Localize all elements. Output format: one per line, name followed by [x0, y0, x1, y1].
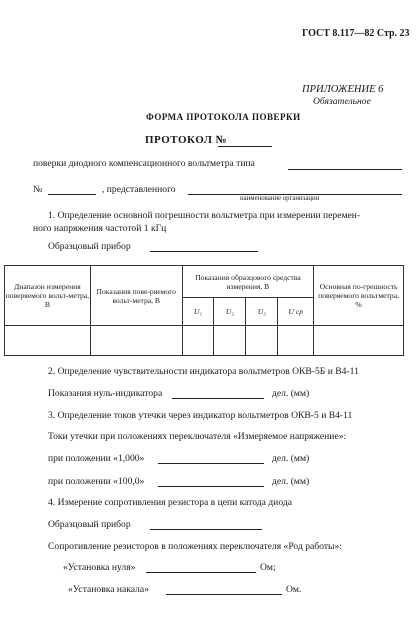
section4-heading: 4. Измерение сопротивления резистора в цепи катода диода: [48, 497, 292, 508]
voltmeter-type-field[interactable]: [288, 169, 402, 170]
verification-text: поверки диодного компенсационного вольтметра типа: [33, 158, 255, 169]
heat-setting-unit: Ом.: [286, 584, 302, 595]
col-range-header: Диапазон измерения поверяемого вольт-метра, В: [5, 266, 91, 326]
section2-heading: 2. Определение чувствительности индикатора вольтметров ОКВ-5Б и В4-11: [48, 366, 359, 377]
section1-heading-2: ного напряжения частотой 1 кГц: [33, 223, 167, 234]
organization-caption: наименование организации: [240, 195, 320, 202]
position2-unit: дел. (мм): [272, 476, 310, 487]
calibration-table: [4, 265, 404, 356]
col-readings-header: Показания пове-ряемого вольт-метра, В: [90, 266, 182, 326]
table-cell[interactable]: [314, 326, 404, 356]
table-row: [5, 326, 404, 356]
zero-setting-field[interactable]: [146, 572, 256, 573]
zero-setting-label: «Установка нуля»: [63, 562, 136, 573]
number-prefix: №: [33, 184, 43, 195]
null-indicator-unit: дел. (мм): [272, 388, 310, 399]
sub-u3-header: U₃: [246, 298, 278, 326]
position2-field[interactable]: [158, 486, 264, 487]
resistors-label: Сопротивление резисторов в положениях переключателя «Род работы»:: [48, 541, 342, 552]
table-cell[interactable]: [5, 326, 91, 356]
sub-u2-header: U₂: [214, 298, 246, 326]
col-error-header: Основная по-грешность поверяемого вольтметра, %: [314, 266, 404, 326]
position1-unit: дел. (мм): [272, 453, 310, 464]
heat-setting-label: «Установка накала»: [68, 584, 149, 595]
table-cell[interactable]: [214, 326, 246, 356]
table-cell[interactable]: [90, 326, 182, 356]
heat-setting-field[interactable]: [166, 594, 282, 595]
gost-header: ГОСТ 8.117—82 Стр. 23: [302, 28, 410, 39]
presented-text: , представленного: [102, 184, 176, 195]
section3-heading: 3. Определение токов утечки через индикатор вольтметров ОКВ-5 и В4-11: [48, 410, 353, 421]
appendix-title: ПРИЛОЖЕНИЕ 6: [302, 84, 384, 95]
zero-setting-unit: Ом;: [260, 562, 276, 573]
appendix-subtitle: Обязательное: [313, 96, 371, 107]
table-cell[interactable]: [182, 326, 214, 356]
section4-reference-label: Образцовый прибор: [48, 519, 131, 530]
sub-u1-header: U₁: [182, 298, 214, 326]
table-cell[interactable]: [246, 326, 278, 356]
protocol-label: ПРОТОКОЛ №: [145, 134, 228, 146]
section1-reference-field[interactable]: [150, 251, 258, 252]
null-indicator-field[interactable]: [172, 398, 264, 399]
table-cell[interactable]: [278, 326, 314, 356]
null-indicator-label: Показания нуль-индикатора: [48, 388, 163, 399]
leakage-label: Токи утечки при положениях переключателя «Измеряемое напряжение»:: [48, 431, 347, 442]
section1-reference-label: Образцовый прибор: [48, 241, 131, 252]
protocol-number-field[interactable]: [218, 146, 272, 147]
number-field[interactable]: [48, 194, 96, 195]
sub-uavg-header: U ср: [278, 298, 314, 326]
col-ref-group-header: Показания образцового средства измерения, В: [182, 266, 314, 298]
position2-label: при положении «100,0»: [48, 476, 145, 487]
position1-field[interactable]: [158, 463, 264, 464]
position1-label: при положении «1,000»: [48, 453, 145, 464]
section1-heading-1: 1. Определение основной погрешности вольтметра при измерении перемен-: [48, 210, 361, 221]
section4-reference-field[interactable]: [150, 529, 262, 530]
form-title: ФОРМА ПРОТОКОЛА ПОВЕРКИ: [146, 112, 301, 122]
